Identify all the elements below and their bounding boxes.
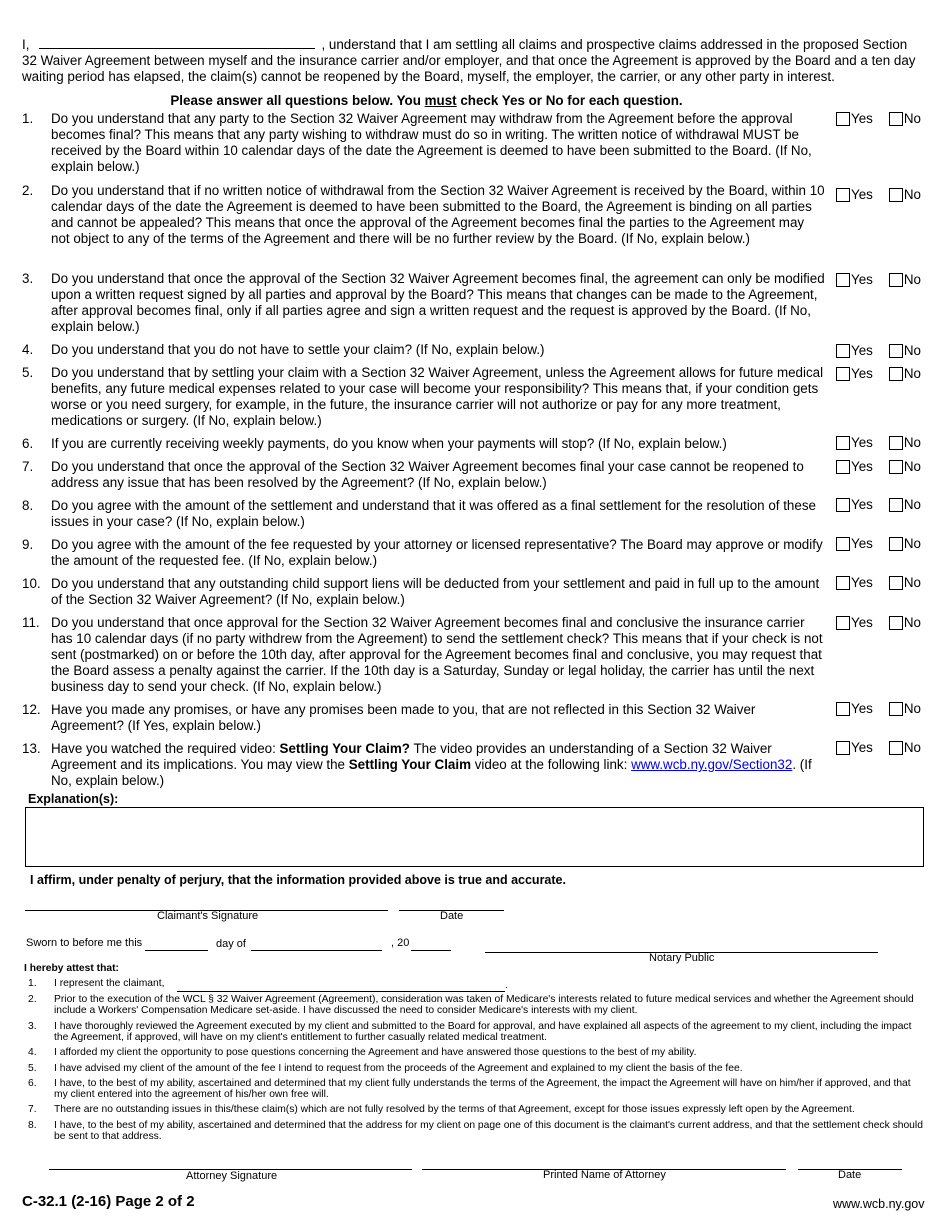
question-number: 5. bbox=[22, 365, 34, 380]
yes-label: Yes bbox=[851, 111, 873, 126]
period: . bbox=[505, 980, 508, 991]
yes-label: Yes bbox=[851, 459, 873, 474]
yes-label: Yes bbox=[851, 701, 873, 716]
no-label: No bbox=[903, 740, 921, 755]
yes-checkbox[interactable] bbox=[836, 616, 850, 630]
q13-text-a: Have you watched the required video: bbox=[51, 741, 280, 756]
yes-label: Yes bbox=[851, 343, 873, 358]
yes-label: Yes bbox=[851, 740, 873, 755]
no-checkbox[interactable] bbox=[889, 188, 903, 202]
question-text: Do you understand that any party to the Section 32 Waiver Agreement may withdraw from the Agreement before the approval becomes final? This means that any party wishing to withdraw must do so in writing. The written notice of withdrawal MUST be received by the Board within 10 calendar days of the date the Agreement is deemed to have been submitted to the Board. (If No, explain below.) bbox=[51, 111, 812, 174]
yes-no-group bbox=[836, 740, 921, 756]
claimant-signature-label: Claimant's Signature bbox=[157, 910, 259, 922]
claimant-name-field[interactable] bbox=[39, 36, 315, 49]
no-checkbox[interactable] bbox=[889, 616, 903, 630]
q13-text-d: . (If No, explain below.) bbox=[51, 757, 812, 788]
intro-text: , understand that I am settling all claims and prospective claims addressed in the proposed Section 32 Waiver Agreement between myself and the insurance carrier and/or employer, and that once the Agreement is approved by the Board and a ten day waiting period has elapsed, the claim(s) cannot be reopened by the Board, myself, the employer, the carrier, or any other party in interest. bbox=[22, 37, 916, 84]
question-text: Do you understand that by settling your claim with a Section 32 Waiver Agreement, unless the Agreement allows for future medical benefits, any future medical expenses related to your case will become your responsibility? This means that, if your condition gets worse or you need surgery, for example, in the future, the insurance carrier will not authorize or pay for any more treatment, medications or surgery. (If No, explain below.) bbox=[51, 365, 824, 428]
question-number: 2. bbox=[22, 183, 34, 198]
no-label: No bbox=[903, 459, 921, 474]
instructions bbox=[0, 93, 853, 108]
yes-label: Yes bbox=[851, 187, 873, 202]
no-label: No bbox=[903, 701, 921, 716]
yes-no-group bbox=[836, 187, 921, 203]
attest-number: 7. bbox=[28, 1104, 37, 1115]
question-number: 10. bbox=[22, 576, 41, 591]
explanation-label: Explanation(s): bbox=[28, 792, 119, 806]
question-text: Do you understand that once approval for the Section 32 Waiver Agreement becomes final and conclusive the insurance carrier has 10 calendar days (if no party withdrew from the Agreement) to send the settlement check? This means that if your check is not sent (postmarked) on or before the 10th day, after approval for the Agreement becomes final and conclusive, you may request that the Board assess a penalty against the carrier. If the 10th day is a Saturday, Sunday or legal holiday, the carrier has until the next business day to send your check. (If No, explain below.) bbox=[51, 615, 823, 694]
instructions-must: must bbox=[424, 93, 457, 108]
yes-checkbox[interactable] bbox=[836, 576, 850, 590]
question-number: 7. bbox=[22, 459, 34, 474]
yes-no-group bbox=[836, 366, 921, 382]
no-checkbox[interactable] bbox=[889, 702, 903, 716]
question-number: 11. bbox=[22, 615, 40, 630]
attest-text: There are no outstanding issues in this/these claim(s) which are not fully resolved by the terms of that Agreement, except for those issues expressly left open by the Agreement. bbox=[54, 1104, 855, 1115]
yes-checkbox[interactable] bbox=[836, 537, 850, 551]
question-number: 8. bbox=[22, 498, 34, 513]
no-label: No bbox=[903, 435, 921, 450]
attorney-date-label: Date bbox=[838, 1169, 862, 1181]
yes-no-group bbox=[836, 536, 921, 552]
question-text: Do you agree with the amount of the fee requested by your attorney or licensed representative? The Board may approve or modify the amount of the requested fee. (If No, explain below.) bbox=[51, 537, 823, 568]
no-label: No bbox=[903, 343, 921, 358]
no-checkbox[interactable] bbox=[889, 344, 903, 358]
yes-no-group bbox=[836, 111, 921, 127]
video-link[interactable]: www.wcb.ny.gov/Section32 bbox=[631, 757, 793, 772]
yes-no-group bbox=[836, 435, 921, 451]
question-text: Do you understand that once the approval of the Section 32 Waiver Agreement becomes final your case cannot be reopened to address any issue that has been resolved by the Agreement? (If No, explain below.) bbox=[51, 459, 804, 490]
attest-number: 6. bbox=[28, 1078, 37, 1089]
yes-no-group bbox=[836, 343, 921, 359]
question-text: Do you understand that you do not have to settle your claim? (If No, explain below.) bbox=[51, 342, 545, 357]
yes-no-group bbox=[836, 615, 921, 631]
question-text: If you are currently receiving weekly payments, do you know when your payments will stop? (If No, explain below.) bbox=[51, 436, 727, 451]
day-of-label: day of bbox=[216, 938, 246, 950]
attest-text: I represent the claimant, bbox=[54, 978, 165, 989]
attest-text: I have advised my client of the amount of the fee I intend to request from the proceeds of the Agreement and explained to my client the basis of the fee. bbox=[54, 1063, 743, 1074]
question-text: Do you agree with the amount of the settlement and understand that it was offered as a final settlement for the resolution of these issues in your case? (If No, explain below.) bbox=[51, 498, 816, 529]
yes-no-group bbox=[836, 575, 921, 591]
question-text: Do you understand that if no written notice of withdrawal from the Section 32 Waiver Agreement is received by the Board, within 10 calendar days of the date the Agreement is deemed to have been submitted to the Board, the Agreement is binding on all parties and cannot be appealed? This means that once the approval of the Agreement becomes final the parties to the Agreement may not object to any of the terms of the Agreement and there will be no further review by the Board. (If No, explain below.) bbox=[51, 183, 825, 246]
q13-video-title-2: Settling Your Claim bbox=[348, 757, 472, 772]
yes-label: Yes bbox=[851, 497, 873, 512]
no-checkbox[interactable] bbox=[889, 367, 903, 381]
no-label: No bbox=[903, 536, 921, 551]
yes-checkbox[interactable] bbox=[836, 460, 850, 474]
website: www.wcb.ny.gov bbox=[833, 1197, 925, 1211]
yes-checkbox[interactable] bbox=[836, 367, 850, 381]
question-number: 3. bbox=[22, 271, 34, 286]
instructions-before: Please answer all questions below. You bbox=[170, 93, 425, 108]
notary-label: Notary Public bbox=[649, 952, 715, 964]
no-checkbox[interactable] bbox=[889, 498, 903, 512]
yes-no-group bbox=[836, 497, 921, 513]
question-number: 12. bbox=[22, 702, 41, 717]
question-text: Do you understand that any outstanding child support liens will be deducted from your settlement and paid in full up to the amount of the Section 32 Waiver Agreement? (If No, explain below.) bbox=[51, 576, 820, 607]
attest-text: I have thoroughly reviewed the Agreement executed by my client and submitted to the Board for approval, and have explained all aspects of the agreement to my client, including the impact the Agreement, if approved, will have on my client's entitlement to further casually related medical treatment. bbox=[54, 1021, 912, 1043]
no-checkbox[interactable] bbox=[889, 112, 903, 126]
yes-checkbox[interactable] bbox=[836, 436, 850, 450]
question-text: Do you understand that once the approval of the Section 32 Waiver Agreement becomes final, the agreement can only be modified upon a written request signed by all parties and approval by the Board? This means that changes can be made to the Agreement, after approval becomes final, only if all parties agree and sign a written request and the request is approved by the Board. (If No, explain below.) bbox=[51, 271, 825, 334]
no-checkbox[interactable] bbox=[889, 576, 903, 590]
yes-label: Yes bbox=[851, 536, 873, 551]
no-checkbox[interactable] bbox=[889, 436, 903, 450]
form-number: C-32.1 (2-16) Page 2 of 2 bbox=[22, 1193, 195, 1210]
attest-number: 5. bbox=[28, 1063, 37, 1074]
no-checkbox[interactable] bbox=[889, 460, 903, 474]
no-label: No bbox=[903, 615, 921, 630]
yes-checkbox[interactable] bbox=[836, 741, 850, 755]
question-number: 4. bbox=[22, 342, 34, 357]
sworn-day-field[interactable] bbox=[145, 950, 208, 951]
sworn-year-field[interactable] bbox=[411, 950, 451, 951]
question-number: 1. bbox=[22, 111, 34, 126]
yes-checkbox[interactable] bbox=[836, 273, 850, 287]
claimant-name-attest-field[interactable] bbox=[177, 991, 505, 992]
intro-prefix: I, bbox=[22, 37, 30, 52]
instructions-after: check Yes or No for each question. bbox=[456, 93, 683, 108]
q13-text-b: The video provides an understanding of a Section 32 Waiver Agreement and its implications. You may view the bbox=[51, 741, 772, 772]
no-checkbox[interactable] bbox=[889, 537, 903, 551]
sworn-month-field[interactable] bbox=[251, 950, 382, 951]
no-label: No bbox=[903, 187, 921, 202]
yes-no-group bbox=[836, 459, 921, 475]
no-label: No bbox=[903, 497, 921, 512]
attest-number: 4. bbox=[28, 1047, 37, 1058]
no-label: No bbox=[903, 366, 921, 381]
yes-label: Yes bbox=[851, 272, 873, 287]
yes-checkbox[interactable] bbox=[836, 498, 850, 512]
question-number: 9. bbox=[22, 537, 34, 552]
attest-text: I have, to the best of my ability, ascertained and determined that my client fully understands the terms of the Agreement, the impact the Agreement will have on him/her if approved, and that my client entered into the agreement of his/her own free will. bbox=[54, 1078, 911, 1100]
question-text bbox=[51, 741, 826, 789]
attorney-signature-label: Attorney Signature bbox=[186, 1170, 278, 1182]
attest-number: 2. bbox=[28, 994, 37, 1005]
attest-number: 3. bbox=[28, 1021, 37, 1032]
question-text: Have you made any promises, or have any promises been made to you, that are not reflected in this Section 32 Waiver Agreement? (If Yes, explain below.) bbox=[51, 702, 756, 733]
no-label: No bbox=[903, 272, 921, 287]
attest-number: 1. bbox=[28, 978, 37, 989]
yes-checkbox[interactable] bbox=[836, 344, 850, 358]
attest-text: I have, to the best of my ability, ascertained and determined that the address for my client on page one of this document is the claimant's current address, and that the settlement check should be sent to that address. bbox=[54, 1120, 923, 1142]
claimant-date-label: Date bbox=[440, 910, 464, 922]
yes-label: Yes bbox=[851, 615, 873, 630]
attorney-printed-name-label: Printed Name of Attorney bbox=[543, 1169, 666, 1181]
attest-title: I hereby attest that: bbox=[24, 963, 119, 974]
question-number: 6. bbox=[22, 436, 34, 451]
no-checkbox[interactable] bbox=[889, 273, 903, 287]
yes-no-group bbox=[836, 701, 921, 717]
yes-checkbox[interactable] bbox=[836, 112, 850, 126]
question-number: 13. bbox=[22, 741, 41, 756]
q13-text-c: video at the following link: bbox=[471, 757, 632, 772]
yes-label: Yes bbox=[851, 575, 873, 590]
attest-text: I afforded my client the opportunity to pose questions concerning the Agreement and have answered those questions to the best of my ability. bbox=[54, 1047, 697, 1058]
yes-label: Yes bbox=[851, 366, 873, 381]
no-checkbox[interactable] bbox=[889, 741, 903, 755]
yes-checkbox[interactable] bbox=[836, 702, 850, 716]
no-label: No bbox=[903, 575, 921, 590]
attest-number: 8. bbox=[28, 1120, 37, 1131]
sworn-prefix: Sworn to before me this bbox=[26, 937, 143, 949]
affirmation-text: I affirm, under penalty of perjury, that the information provided above is true and accurate. bbox=[30, 873, 566, 887]
yes-label: Yes bbox=[851, 435, 873, 450]
year-prefix: , 20 bbox=[391, 937, 410, 949]
no-label: No bbox=[903, 111, 921, 126]
yes-checkbox[interactable] bbox=[836, 188, 850, 202]
yes-no-group bbox=[836, 272, 921, 288]
explanation-textarea[interactable] bbox=[25, 807, 924, 867]
attest-text: Prior to the execution of the WCL § 32 Waiver Agreement (Agreement), consideration was taken of Medicare's interests related to future medical services and whether the Agreement should include a Workers' Compensation Medicare set-aside. I have discussed the need to consider Medicare's interests with my client. bbox=[54, 994, 914, 1016]
intro-paragraph bbox=[22, 36, 922, 85]
q13-video-title: Settling Your Claim? bbox=[279, 741, 410, 756]
